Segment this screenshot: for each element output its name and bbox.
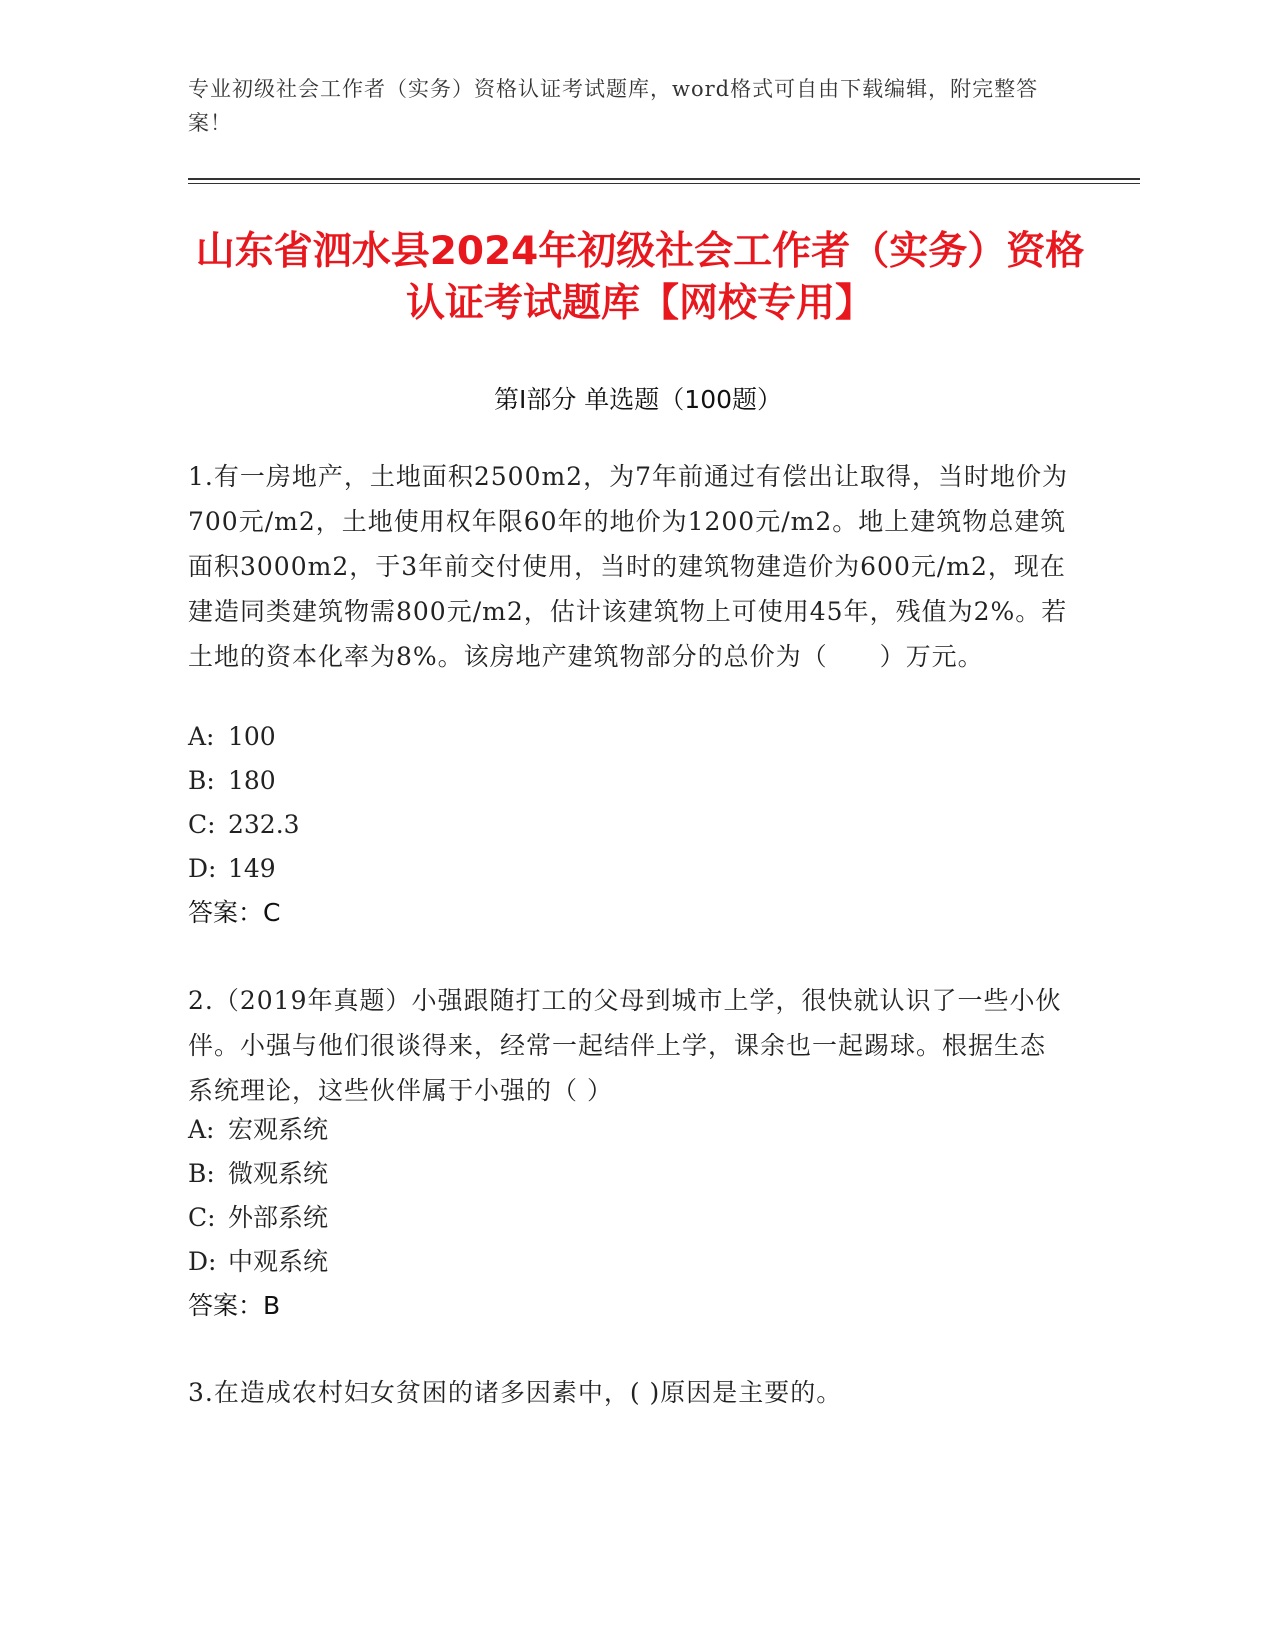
header-note: 专业初级社会工作者（实务）资格认证考试题库，word格式可自由下载编辑，附完整答案！ [188,77,1039,135]
option-text: 中观系统 [228,1247,329,1276]
question-1-option-b [188,764,1068,798]
header-divider-thin [188,183,1140,184]
answer-value: C [263,898,281,927]
option-text: 180 [228,766,276,795]
option-text: 149 [228,854,276,883]
option-text: 微观系统 [228,1159,329,1188]
option-text: 232.3 [228,810,300,839]
header-divider-thick [188,178,1140,180]
question-1-text: 1.有一房地产，土地面积2500m2，为7年前通过有偿出让取得，当时地价为700元/m2，土地使用权年限60年的地价为1200元/m2。地上建筑物总建筑面积3000m2，于3年前交付使用，当时的建筑物建造价为600元/m2，现在建造同类建筑物需800元/m2，估计该建筑物上可使用45年，残值为2%。若土地的资本化率为8%。该房地产建筑物部分的总价为（ ）万元。 [188,462,1068,671]
option-key: D: [188,1247,217,1276]
question-2-answer [188,1289,788,1323]
question-3-text: 3.在造成农村妇女贫困的诸多因素中，( )原因是主要的。 [188,1378,843,1407]
option-key: B: [188,766,215,795]
option-key: B: [188,1159,215,1188]
option-key: A: [188,722,215,751]
option-text: 100 [228,722,276,751]
option-key: C: [188,1203,216,1232]
question-1-option-d [188,852,1068,886]
question-1-option-c [188,808,1068,842]
question-2-text: 2.（2019年真题）小强跟随打工的父母到城市上学，很快就认识了一些小伙伴。小强与他们很谈得来，经常一起结伴上学，课余也一起踢球。根据生态系统理论，这些伙伴属于小强的（ ） [188,986,1062,1105]
section-title: 第Ⅰ部分 单选题（100题） [493,385,783,414]
answer-value: B [263,1291,281,1320]
question-2-option-c [188,1201,1068,1235]
question-1-option-a [188,720,1068,754]
question-2-option-d [188,1245,1068,1279]
question-2-option-a [188,1113,1068,1147]
option-text: 外部系统 [228,1203,329,1232]
option-key: D: [188,854,217,883]
document-title: 山东省泗水县2024年初级社会工作者（实务）资格认证考试题库【网校专用】 [195,229,1085,326]
option-text: 宏观系统 [228,1115,329,1144]
option-key: A: [188,1115,215,1144]
answer-label: 答案： [188,1291,264,1320]
question-1-answer [188,896,788,930]
option-key: C: [188,810,216,839]
answer-label: 答案： [188,898,264,927]
question-2-option-b [188,1157,1068,1191]
